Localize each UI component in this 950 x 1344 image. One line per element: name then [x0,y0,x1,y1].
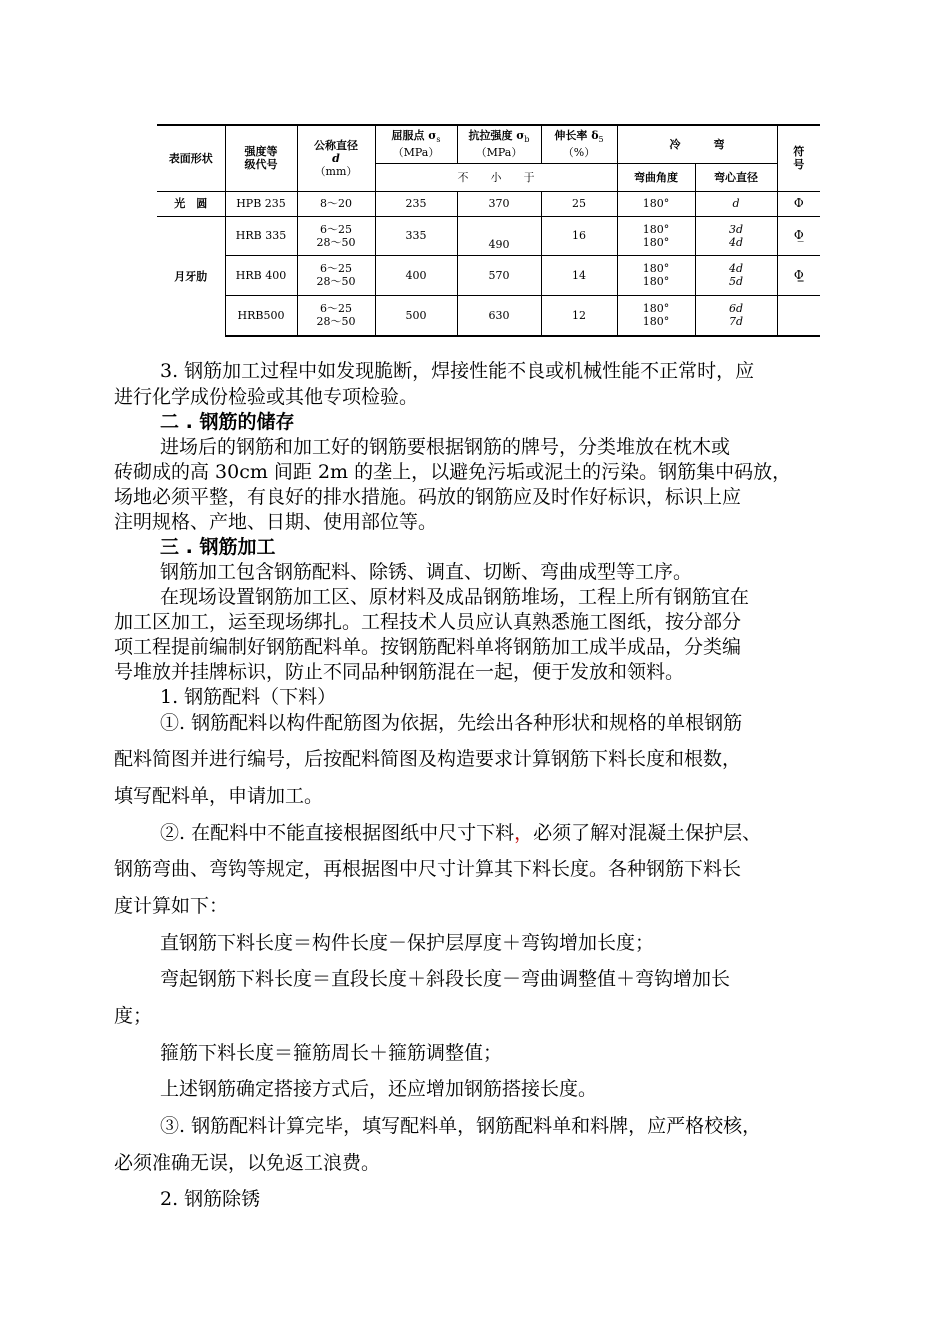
cell-surface: 月牙肋 [174,269,208,283]
cell-diameter: 6～25 28～50 [297,216,375,255]
header-yield: 屈服点 $\sigma_s$ （MPa） [375,125,457,163]
cell-bend-angle: 180° 180° [617,295,695,336]
storage-line-4: 注明规格、产地、日期、使用部位等。 [114,511,438,533]
cell-bend-angle: 180° 180° [617,255,695,295]
storage-line-3: 场地必须平整，有良好的排水措施。码放的钢筋应及时作好标识，标识上应 [114,486,742,508]
header-elongation: 伸长率 $\delta_5$ （%） [541,125,617,163]
cell-grade: HPB 235 [225,191,297,216]
cell-grade: HRB500 [225,295,297,336]
header-bend-angle: 弯曲角度 [617,163,695,191]
batching-item-3-line-1: ③. 钢筋配料计算完毕，填写配料单，钢筋配料单和料牌，应严格校核， [160,1115,762,1137]
processing-intro: 钢筋加工包含钢筋配料、除锈、调直、切断、弯曲成型等工序。 [160,561,693,583]
formula-straight-bar: 直钢筋下料长度＝构件长度－保护层厚度＋弯钩增加长度； [160,932,655,954]
section-heading-storage: 二 . 钢筋的储存 [160,411,295,433]
cell-elongation: 25 [541,191,617,216]
cell-tensile: 570 [457,255,541,295]
cell-symbol: Φ [777,191,820,216]
processing-line-1: 在现场设置钢筋加工区、原材料及成品钢筋堆场，工程上所有钢筋宜在 [160,586,750,608]
table-row [157,216,820,255]
header-diameter: 公称直径 d （mm） [297,125,375,191]
table-row [157,191,820,216]
batching-item-2-line-3: 度计算如下： [114,895,229,917]
cell-yield: 500 [375,295,457,336]
processing-line-4: 号堆放并挂牌标识，防止不同品种钢筋混在一起，便于发放和领料。 [114,661,685,683]
lap-length-note: 上述钢筋确定搭接方式后，还应增加钢筋搭接长度。 [160,1078,598,1100]
cell-elongation: 14 [541,255,617,295]
cell-symbol: Φ̳ [777,255,820,295]
header-surface: 表面形状 [157,125,225,191]
header-cold-bend: 冷 弯 [617,125,777,163]
cell-tensile: 490 [457,216,541,255]
subheading-rust-removal: 2. 钢筋除锈 [160,1188,261,1210]
batching-item-2-line-1: ②. 在配料中不能直接根据图纸中尺寸下料，必须了解对混凝土保护层、 [160,822,762,844]
processing-line-2: 加工区加工，运至现场绑扎。工程技术人员应认真熟悉施工图纸，按分部分 [114,611,742,633]
batching-item-2-line-2: 钢筋弯曲、弯钩等规定，再根据图中尺寸计算其下料长度。各种钢筋下料长 [114,858,742,880]
batching-item-1-line-1: ①. 钢筋配料以构件配筋图为依据，先绘出各种形状和规格的单根钢筋 [160,712,743,734]
cell-grade: HRB 335 [225,216,297,255]
header-symbol: 符 号 [777,125,820,191]
cell-yield: 235 [375,191,457,216]
header-grade: 强度等 级代号 [225,125,297,191]
batching-item-3-line-2: 必须准确无误，以免返工浪费。 [114,1152,381,1174]
subheading-batching: 1. 钢筋配料（下料） [160,686,337,708]
cell-symbol [777,295,820,336]
cell-tensile: 370 [457,191,541,216]
header-tensile: 抗拉强度 $\sigma_b$ （MPa） [457,125,541,163]
cell-diameter: 6～25 28～50 [297,295,375,336]
cell-yield: 400 [375,255,457,295]
table-row [157,295,820,336]
formula-stirrup: 箍筋下料长度＝箍筋周长＋箍筋调整值； [160,1042,503,1064]
cell-symbol: Φ̲ [777,216,820,255]
cell-tensile: 630 [457,295,541,336]
cell-elongation: 12 [541,295,617,336]
cell-surface: 光 圆 [157,191,225,216]
cell-elongation: 16 [541,216,617,255]
formula-bent-bar-line-2: 度； [114,1005,153,1027]
cell-yield: 335 [375,216,457,255]
table-row [157,255,820,295]
cell-bend-diameter: 3d 4d [695,216,777,255]
cell-bend-angle: 180° 180° [617,216,695,255]
header-not-less-than: 不 小 于 [375,163,617,191]
paragraph-3-line-2: 进行化学成份检验或其他专项检验。 [114,386,419,408]
batching-item-1-line-3: 填写配料单，申请加工。 [114,785,324,807]
cell-grade: HRB 400 [225,255,297,295]
storage-line-2: 砖砌成的高 30cm 间距 2m 的垄上，以避免污垢或泥土的污染。钢筋集中码放， [114,461,792,483]
batching-item-1-line-2: 配料简图并进行编号，后按配料简图及构造要求计算钢筋下料长度和根数， [114,748,742,770]
storage-line-1: 进场后的钢筋和加工好的钢筋要根据钢筋的牌号，分类堆放在枕木或 [160,436,731,458]
cell-diameter: 6～25 28～50 [297,255,375,295]
cell-bend-diameter: 6d 7d [695,295,777,336]
formula-bent-bar-line-1: 弯起钢筋下料长度＝直段长度＋斜段长度－弯曲调整值＋弯钩增加长 [160,968,731,990]
cell-bend-angle: 180° [617,191,695,216]
header-bend-diameter: 弯心直径 [695,163,777,191]
section-heading-processing: 三 . 钢筋加工 [160,536,276,558]
processing-line-3: 项工程提前编制好钢筋配料单。按钢筋配料单将钢筋加工成半成品，分类编 [114,636,742,658]
cell-bend-diameter: 4d 5d [695,255,777,295]
paragraph-3-line-1: 3. 钢筋加工过程中如发现脆断，焊接性能不良或机械性能不正常时，应 [160,360,755,382]
cell-diameter: 8～20 [297,191,375,216]
rebar-spec-table [157,124,820,337]
cell-bend-diameter: d [695,191,777,216]
